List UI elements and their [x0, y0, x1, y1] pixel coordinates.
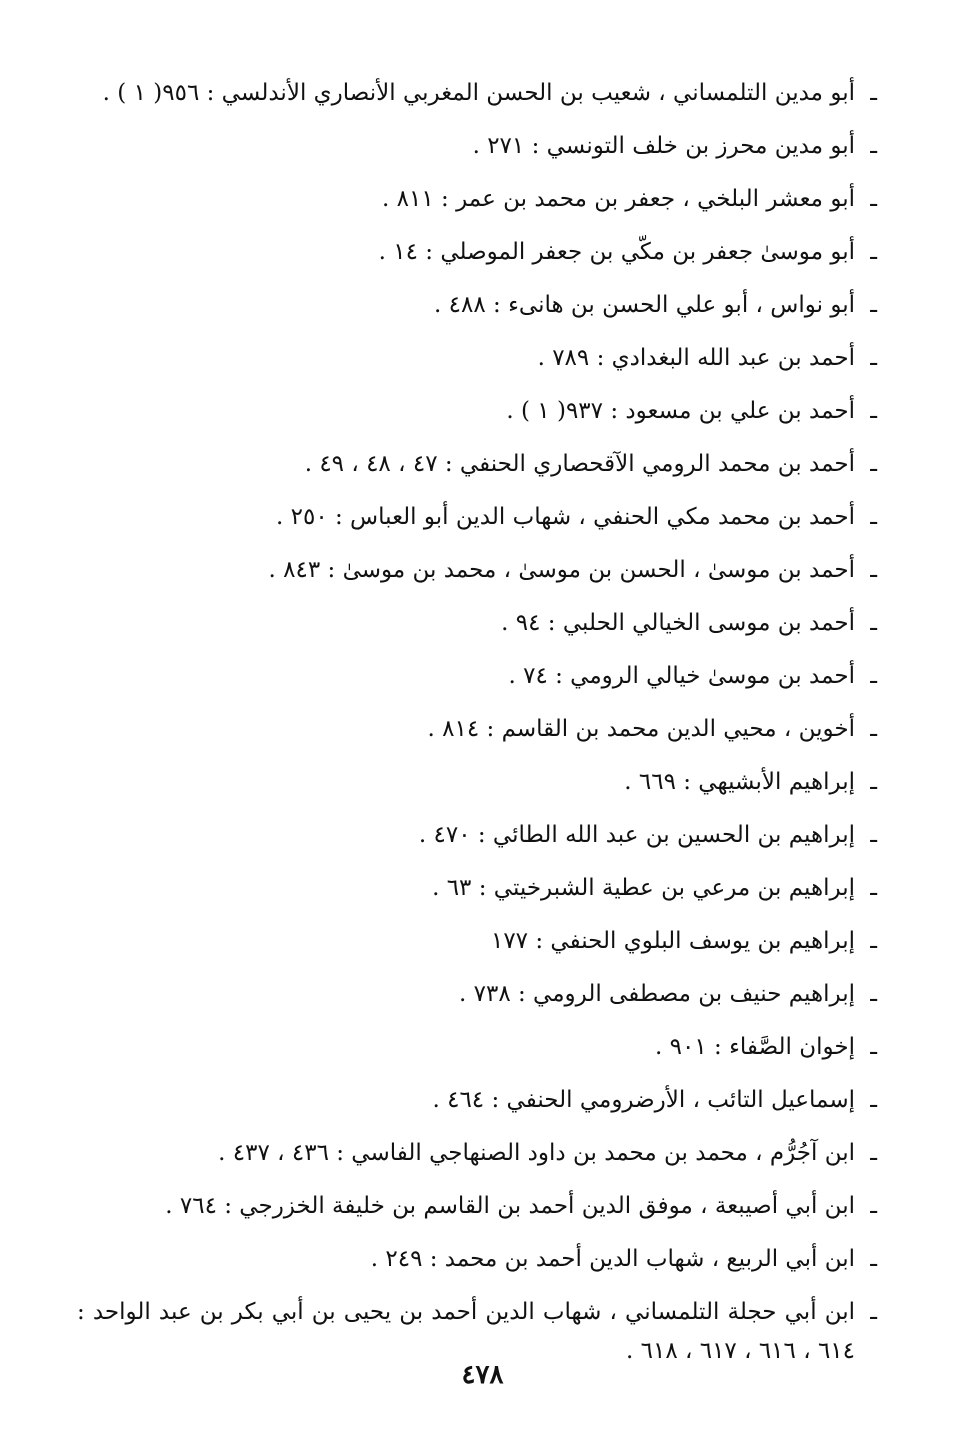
bullet-dash: ـ: [870, 981, 877, 1007]
index-entry: [77, 233, 877, 272]
entry-text: أحمد بن محمد الرومي الآقحصاري الحنفي : ٤٧ ، ٤٨ ، ٤٩ .: [304, 451, 855, 477]
bullet-dash: ـ: [870, 875, 877, 901]
index-entry: [77, 816, 877, 855]
bullet-dash: ـ: [870, 133, 877, 159]
entry-text: إبراهيم حنيف بن مصطفى الرومي : ٧٣٨ .: [459, 981, 855, 1007]
entry-text: ابن أبي أصيبعة ، موفق الدين أحمد بن القاسم بن خليفة الخزرجي : ٧٦٤ .: [165, 1193, 855, 1219]
bullet-dash: ـ: [870, 1246, 877, 1272]
bullet-dash: ـ: [870, 80, 877, 106]
entry-text: أبو موسىٰ جعفر بن مكّي بن جعفر الموصلي : ١٤ .: [378, 239, 855, 265]
index-entry: [77, 339, 877, 378]
bullet-dash: ـ: [870, 292, 877, 318]
index-entry: [77, 710, 877, 749]
index-entry: [77, 180, 877, 219]
bullet-dash: ـ: [870, 1140, 877, 1166]
bullet-dash: ـ: [870, 928, 877, 954]
bullet-dash: ـ: [870, 504, 877, 530]
entry-text: أحمد بن موسىٰ خيالي الرومي : ٧٤ .: [508, 663, 855, 689]
index-entry: [77, 74, 877, 113]
entry-text: أبو مدين محرز بن خلف التونسي : ٢٧١ .: [472, 133, 855, 159]
index-entry: [77, 604, 877, 643]
bullet-dash: ـ: [870, 1034, 877, 1060]
entry-text: إخوان الصَّفاء : ٩٠١ .: [655, 1034, 855, 1060]
entry-text: ابن أبي حجلة التلمساني ، شهاب الدين أحمد بن يحيى بن أبي بكر بن عبد الواحد : ٦١٤ ، ٦١٦ ، ٦١٧ ، ٦١٨ .: [77, 1299, 855, 1364]
bullet-dash: ـ: [870, 716, 877, 742]
entry-text: أبو نواس ، أبو علي الحسن بن هانىء : ٤٨٨ .: [434, 292, 855, 318]
bullet-dash: ـ: [870, 822, 877, 848]
page-number: ٤٧٨: [461, 1360, 504, 1390]
index-entry: [77, 763, 877, 802]
index-entry: [77, 1028, 877, 1067]
index-entry: [77, 127, 877, 166]
index-entry: [77, 922, 877, 961]
bullet-dash: ـ: [870, 186, 877, 212]
bullet-dash: ـ: [870, 557, 877, 583]
entry-text: أحمد بن موسى الخيالي الحلبي : ٩٤ .: [501, 610, 855, 636]
index-entry: [77, 975, 877, 1014]
entry-text: ابن أبي الربيع ، شهاب الدين أحمد بن محمد : ٢٤٩ .: [370, 1246, 855, 1272]
entry-text: أخوين ، محيي الدين محمد بن القاسم : ٨١٤ .: [427, 716, 855, 742]
entry-text: إبراهيم بن مرعي بن عطية الشبرخيتي : ٦٣ .: [432, 875, 855, 901]
bullet-dash: ـ: [870, 239, 877, 265]
bullet-dash: ـ: [870, 398, 877, 424]
entry-text: إبراهيم بن الحسين بن عبد الله الطائي : ٤٧٠ .: [418, 822, 855, 848]
index-entry: [77, 1240, 877, 1279]
index-entry: [77, 1081, 877, 1120]
index-entries: [77, 74, 877, 1385]
index-entry: [77, 392, 877, 431]
bullet-dash: ـ: [870, 1193, 877, 1219]
index-entry: [77, 498, 877, 537]
index-entry: [77, 551, 877, 590]
entry-text: ابن آجُرُّم ، محمد بن محمد بن داود الصنهاجي الفاسي : ٤٣٦ ، ٤٣٧ .: [218, 1140, 855, 1166]
index-entry: [77, 657, 877, 696]
entry-text: إسماعيل التائب ، الأرضرومي الحنفي : ٤٦٤ .: [432, 1087, 855, 1113]
entry-text: أحمد بن موسىٰ ، الحسن بن موسىٰ ، محمد بن موسىٰ : ٨٤٣ .: [268, 557, 855, 583]
entry-text: أحمد بن محمد مكي الحنفي ، شهاب الدين أبو العباس : ٢٥٠ .: [276, 504, 855, 530]
bullet-dash: ـ: [870, 610, 877, 636]
index-entry: [77, 869, 877, 908]
bullet-dash: ـ: [870, 451, 877, 477]
bullet-dash: ـ: [870, 663, 877, 689]
entry-text: إبراهيم بن يوسف البلوي الحنفي : ١٧٧: [490, 928, 855, 954]
index-entry: [77, 1187, 877, 1226]
entry-text: أحمد بن علي بن مسعود : ٩٣٧( ١ ) .: [506, 398, 855, 424]
bullet-dash: ـ: [870, 1299, 877, 1325]
index-entry: [77, 445, 877, 484]
entry-text: إبراهيم الأبشيهي : ٦٦٩ .: [624, 769, 855, 795]
bullet-dash: ـ: [870, 769, 877, 795]
entry-text: أبو مدين التلمساني ، شعيب بن الحسن المغربي الأنصاري الأندلسي : ٩٥٦( ١ ) .: [102, 80, 855, 106]
index-entry: [77, 1134, 877, 1173]
index-entry: [77, 286, 877, 325]
entry-text: أحمد بن عبد الله البغدادي : ٧٨٩ .: [537, 345, 855, 371]
bullet-dash: ـ: [870, 1087, 877, 1113]
bullet-dash: ـ: [870, 345, 877, 371]
entry-text: أبو معشر البلخي ، جعفر بن محمد بن عمر : ٨١١ .: [382, 186, 855, 212]
